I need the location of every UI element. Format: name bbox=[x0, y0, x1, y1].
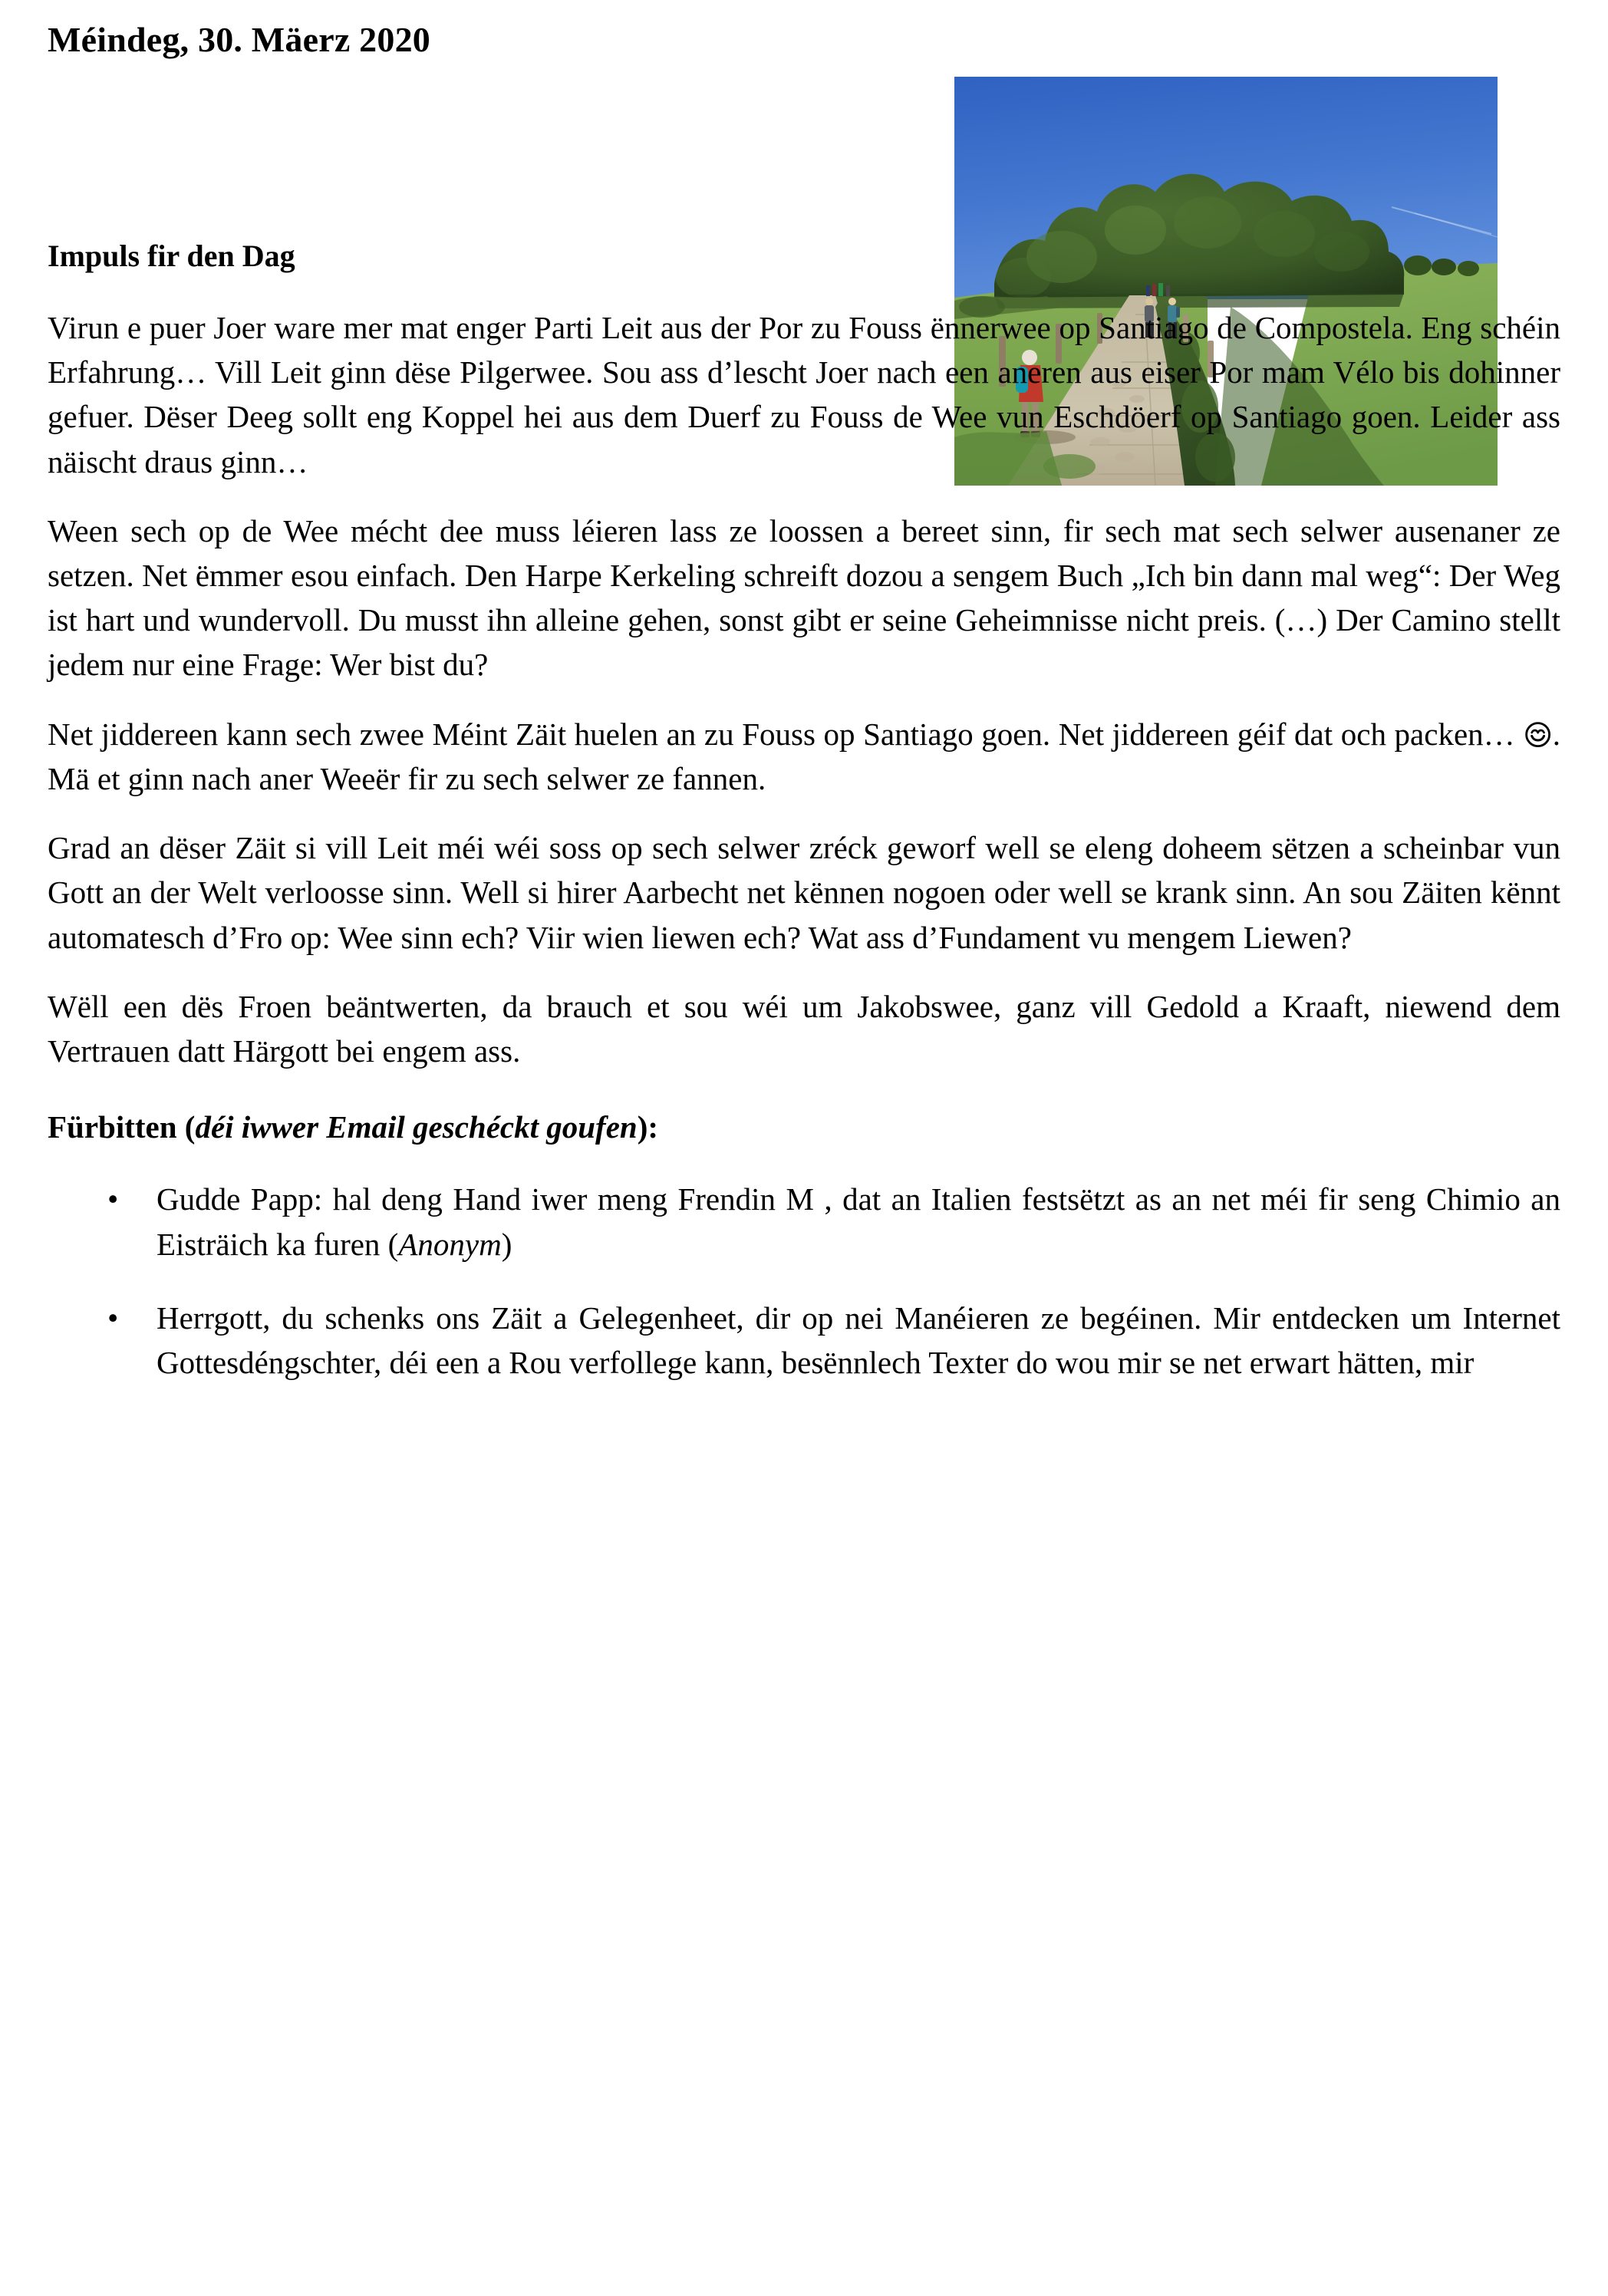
paragraph-5: Wëll een dës Froen beäntwerten, da brauch et sou wéi um Jakobswee, ganz vill Gedold a Kraaft, niewend dem Vertrauen datt Härgott bei engem ass. bbox=[48, 988, 1560, 1069]
list-item bbox=[48, 1148, 1560, 1266]
bullet-dot-icon: • bbox=[107, 1181, 119, 1217]
document-content bbox=[48, 0, 1560, 1385]
paragraph-3-with-smiley bbox=[48, 687, 1560, 801]
paragraph-1: Virun e puer Joer ware mer mat enger Parti Leit aus der Por zu Fouss ënnerwee op Santiago de Compostela. Eng schéin Erfahrung… Vill Leit ginn dëse Pilgerwee. Sou ass d’lescht Joer nach een aneren aus eiser Por mam Vélo bis dohinner gefuer. Dëser Deeg sollt eng Koppel hei aus dem Duerf zu Fouss de Wee vun Eschdöerf op Santiago goen. Leider ass näischt draus ginn… bbox=[48, 309, 1560, 479]
paragraph-2: Ween sech op de Wee mécht dee muss léieren lass ze loossen a bereet sinn, fir sech mat sech selwer ausenaner ze setzen. Net ëmmer esou einfach. Den Harpe Kerkeling schreift dozou a sengem Buch „Ich bin dann mal weg“: Der Weg ist hart und wundervoll. Du musst ihn alleine gehen, sonst gibt er seine Geheimnisse nicht preis. (…) Der Camino stellt jedem nur eine Frage: Wer bist du? bbox=[48, 512, 1560, 683]
fuerbitten-label-after: ): bbox=[637, 1109, 659, 1145]
smiling-face-icon bbox=[1524, 716, 1551, 743]
paragraph-3-text-before: Net jiddereen kann sech zwee Méint Zäit huelen an zu Fouss op Santiago goen. Net jiddereen géif dat och packen… bbox=[48, 716, 1515, 752]
section-heading-fuerbitten bbox=[48, 1073, 1560, 1148]
fuerbitten-label-italic: déi iwwer Email geschéckt goufen bbox=[195, 1109, 638, 1145]
list-item bbox=[48, 1267, 1560, 1385]
paragraph-4: Grad an dëser Zäit si vill Leit méi wéi soss op sech selwer zréck geworf well se eleng doheem sëtzen a scheinbar vun Gott an der Welt verloosse sinn. Well si hirer Aarbecht net kënnen nogoen oder well se krank sinn. An sou Zäiten kënnt automatesch d’Fro op: Wee sinn ech? Viir wien liewen ech? Wat ass d’Fundament vu mengem Liewen? bbox=[48, 830, 1560, 955]
page-title: Méindeg, 30. Mäerz 2020 bbox=[48, 20, 430, 59]
fuerbitten-list bbox=[48, 1148, 1560, 1385]
paragraph-3-text-after: . Mä et ginn nach aner Weeër fir zu sech selwer ze fannen. bbox=[48, 716, 1561, 796]
section-heading-impuls: Impuls fir den Dag bbox=[48, 238, 295, 273]
list-item-attribution: Anonym bbox=[398, 1226, 502, 1262]
bullet-dot-icon: • bbox=[107, 1300, 119, 1336]
fuerbitten-label-before: Fürbitten ( bbox=[48, 1109, 196, 1145]
list-item-text: Herrgott, du schenks ons Zäit a Gelegenheet, dir op nei Manéieren ze begéinen. Mir entdecken um Internet Gottesdéngschter, déi een a Rou verfollege kann, besënnlech Texter do wou mir se net erwart hätten, mir bbox=[157, 1300, 1560, 1381]
list-item-text-after: ) bbox=[501, 1226, 512, 1262]
list-item-text: Gudde Papp: hal deng Hand iwer meng Frendin M , dat an Italien festsëtzt as an net méi fir seng Chimio an Eisträich ka furen ( bbox=[157, 1181, 1560, 1262]
